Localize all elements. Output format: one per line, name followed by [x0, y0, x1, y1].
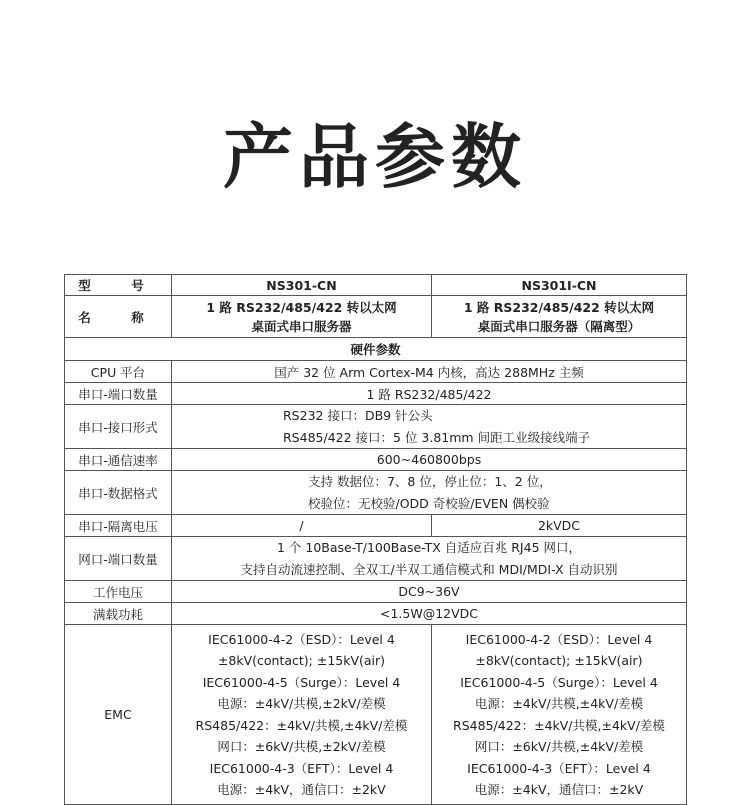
name-b-line: 桌面式串口服务器（隔离型） [477, 318, 641, 334]
baud-value: 600~460800bps [172, 449, 687, 471]
name-b [432, 296, 687, 338]
serial-form-value [172, 405, 687, 449]
emc-a-line: IEC61000-4-3（EFT）：Level 4 [209, 760, 394, 776]
format-label: 串口-数据格式 [65, 471, 172, 515]
emc-label: EMC [65, 625, 172, 805]
serial-form-line: RS485/422 接口：5 位 3.81mm 间距工业级接线端子 [283, 429, 591, 445]
serial-form-label: 串口-接口形式 [65, 405, 172, 449]
row-baud [65, 449, 687, 471]
isolation-b: 2kVDC [432, 515, 687, 537]
row-section-hardware [65, 338, 687, 361]
baud-label: 串口-通信速率 [65, 449, 172, 471]
serial-count-label: 串口-端口数量 [65, 383, 172, 405]
net-value [172, 537, 687, 581]
model-b: NS301I-CN [432, 275, 687, 296]
emc-b-line: 电源：±4kV，通信口：±2kV [474, 782, 644, 797]
row-voltage [65, 581, 687, 603]
net-label: 网口-端口数量 [65, 537, 172, 581]
emc-b-line: IEC61000-4-2（ESD）：Level 4 [465, 631, 653, 647]
emc-a-line: ±8kV(contact); ±15kV(air) [217, 653, 386, 668]
serial-form-line: RS232 接口：DB9 针公头 [283, 408, 433, 423]
emc-a-line: IEC61000-4-5（Surge）：Level 4 [202, 674, 401, 690]
emc-b-line: RS485/422：±4kV/共模,±4kV/差模 [453, 717, 665, 733]
name-b-line: 1 路 RS232/485/422 转以太网 [463, 299, 655, 315]
row-net [65, 537, 687, 581]
power-value: <1.5W@12VDC [172, 603, 687, 625]
net-line: 支持自动流速控制、全双工/半双工通信模式和 MDI/MDI-X 自动识别 [240, 561, 618, 577]
emc-a-line: RS485/422：±4kV/共模,±4kV/差模 [195, 717, 408, 733]
format-line: 支持 数据位：7、8 位，停止位：1、2 位， [308, 474, 552, 489]
net-line: 1 个 10Base-T/100Base-TX 自适应百兆 RJ45 网口， [276, 540, 581, 555]
emc-a-line: 网口：±6kV/共模,±2kV/差模 [217, 739, 386, 754]
emc-b-line: IEC61000-4-5（Surge）：Level 4 [460, 674, 658, 690]
isolation-label: 串口-隔离电压 [65, 515, 172, 537]
model-label: 型 号 [65, 275, 172, 296]
row-serial-form [65, 405, 687, 449]
name-a-line: 1 路 RS232/485/422 转以太网 [206, 299, 397, 315]
name-a-line: 桌面式串口服务器 [251, 318, 352, 334]
emc-a [172, 625, 432, 805]
row-serial-count [65, 383, 687, 405]
emc-b-line: IEC61000-4-3（EFT）：Level 4 [467, 760, 651, 776]
page-title: 产品参数 [223, 116, 527, 198]
row-cpu [65, 361, 687, 383]
emc-a-line: 电源：±4kV，通信口：±2kV [217, 782, 386, 797]
name-label: 名 称 [65, 296, 172, 338]
section-hardware: 硬件参数 [65, 338, 687, 361]
row-format [65, 471, 687, 515]
serial-count-value: 1 路 RS232/485/422 [172, 383, 687, 405]
cpu-value: 国产 32 位 Arm Cortex-M4 内核，高达 288MHz 主频 [172, 361, 687, 383]
emc-b-line: 网口：±6kV/共模,±4kV/差模 [474, 739, 644, 754]
row-model [65, 275, 687, 296]
row-power [65, 603, 687, 625]
row-isolation [65, 515, 687, 537]
row-emc [65, 625, 687, 805]
model-a: NS301-CN [172, 275, 432, 296]
voltage-value: DC9~36V [172, 581, 687, 603]
voltage-label: 工作电压 [65, 581, 172, 603]
format-line: 校验位：无校验/ODD 奇校验/EVEN 偶校验 [308, 495, 550, 511]
emc-b-line: ±8kV(contact); ±15kV(air) [475, 653, 643, 668]
cpu-label: CPU 平台 [65, 361, 172, 383]
emc-a-line: IEC61000-4-2（ESD）：Level 4 [208, 631, 395, 647]
spec-table [64, 274, 687, 805]
name-a [172, 296, 432, 338]
emc-b [432, 625, 687, 805]
row-name [65, 296, 687, 338]
power-label: 满载功耗 [65, 603, 172, 625]
format-value [172, 471, 687, 515]
emc-b-line: 电源：±4kV/共模,±4kV/差模 [474, 696, 644, 711]
emc-a-line: 电源：±4kV/共模,±2kV/差模 [217, 696, 386, 711]
isolation-a: / [172, 515, 432, 537]
